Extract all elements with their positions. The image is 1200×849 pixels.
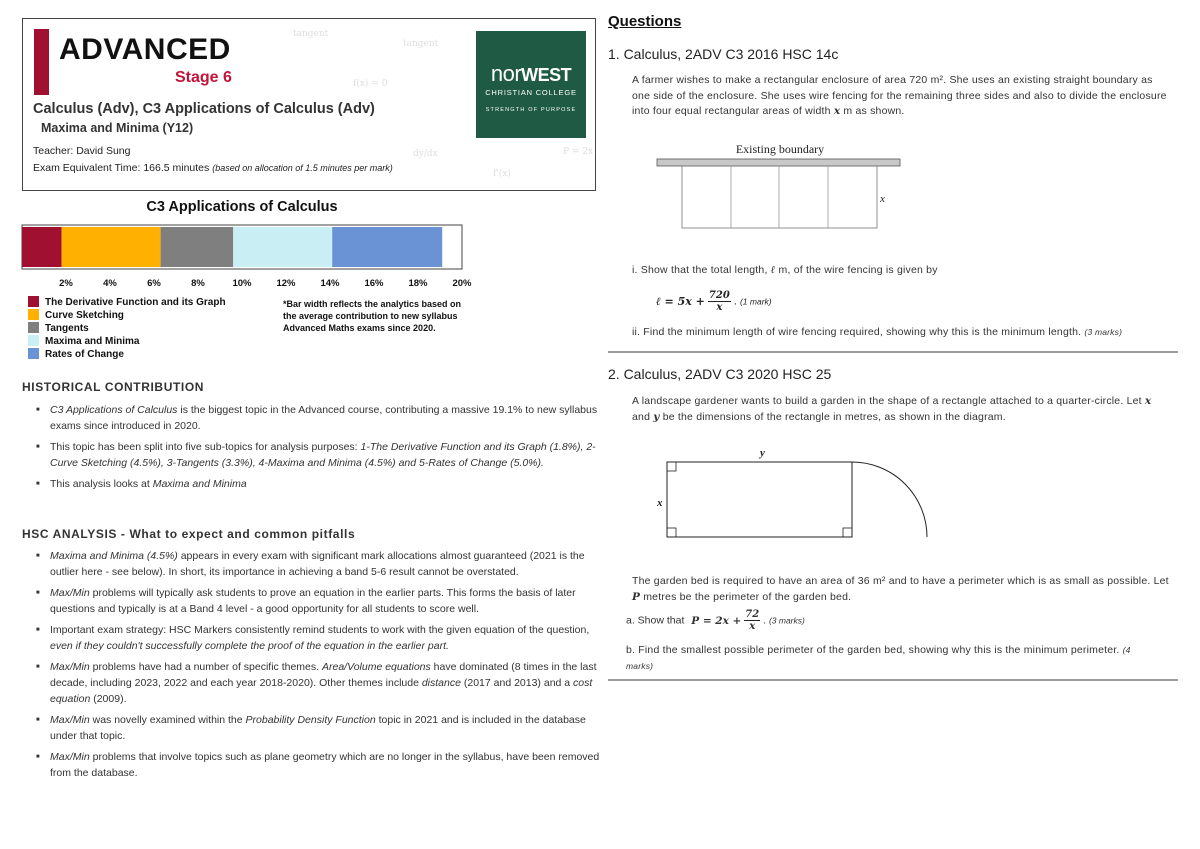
text: This analysis looks at	[50, 478, 153, 490]
boundary-label: Existing boundary	[735, 142, 825, 156]
legend-swatch	[28, 348, 39, 359]
math-var: x	[833, 105, 841, 117]
bar-segment-1	[22, 227, 62, 267]
emphasis: Maxima and Minima	[152, 478, 247, 490]
tick-label: 4%	[103, 278, 117, 289]
legend-item	[28, 348, 124, 361]
question-1-title: 1. Calculus, 2ADV C3 2016 HSC 14c	[608, 46, 839, 62]
text: problems that involve topics such as plane geometry which are no longer in the syllabus, have been removed from the database.	[50, 751, 600, 779]
list-item	[50, 548, 600, 580]
emphasis: Maxima and Minima (4.5%)	[50, 550, 178, 562]
formula-lhs: ℓ = 5x +	[656, 295, 705, 308]
header-box	[22, 18, 596, 191]
enclosure	[682, 166, 877, 228]
formula-lhs: P = 2x +	[691, 614, 742, 627]
emphasis: Max/Min	[50, 751, 90, 763]
bar-segment-2	[62, 227, 161, 267]
fence-diagram	[655, 140, 905, 232]
header-title: ADVANCED	[59, 33, 231, 66]
course-title: Calculus (Adv), C3 Applications of Calculus (Adv)	[33, 101, 375, 117]
question-1-part-ii	[632, 325, 1172, 341]
tick-label: 10%	[232, 278, 252, 289]
bar-segment-3	[161, 227, 234, 267]
garden-rectangle	[667, 462, 852, 537]
list-item	[50, 402, 600, 434]
emphasis: Max/Min	[50, 714, 90, 726]
numerator: 72	[745, 609, 760, 620]
divider-rule	[608, 679, 1178, 681]
exam-time-note: (based on allocation of 1.5 minutes per mark)	[212, 163, 393, 173]
question-2-text	[632, 394, 1172, 425]
text: is the biggest topic in the Advanced course, contributing a massive 19.1% to new syllabus exams since introduced in 2020.	[50, 404, 598, 432]
tick-label: 14%	[320, 278, 340, 289]
right-angle	[667, 528, 676, 537]
emphasis: Max/Min	[50, 587, 90, 599]
emphasis: Area/Volume equations	[321, 661, 431, 673]
bg-formula: tangent	[293, 29, 329, 39]
legend-swatch	[28, 322, 39, 333]
denominator: x	[716, 302, 723, 313]
text: metres be the perimeter of the garden bed.	[643, 590, 852, 603]
text: appears in every exam with significant mark allocations almost guaranteed (2021 is the outlier here - see below). In short, its importance in achieving a band 5-6 result cannot be overstated.	[50, 550, 585, 578]
text: The garden bed is required to have an area of 36 m² and to have a perimeter which is as small as possible. Let	[632, 575, 1169, 587]
contribution-chart	[20, 224, 472, 292]
bg-formula: tangent	[403, 39, 439, 49]
math-var: y	[653, 410, 660, 423]
tick-label: 20%	[452, 278, 472, 289]
emphasis: cost equation	[50, 677, 593, 705]
marks: (1 mark)	[739, 296, 772, 307]
hsc-heading: HSC ANALYSIS - What to expect and common pitfalls	[22, 527, 356, 541]
tick-label: 8%	[191, 278, 205, 289]
tick-label: 16%	[364, 278, 384, 289]
exam-time-line	[33, 162, 393, 174]
legend-item	[28, 335, 139, 348]
logo-college: CHRISTIAN COLLEGE	[485, 88, 577, 97]
text: b. Find the smallest possible perimeter of the garden bed, showing why this is the minimum perimeter.	[626, 644, 1120, 656]
fraction	[744, 609, 760, 632]
question-2-part-a	[626, 609, 805, 632]
tick-label: 6%	[147, 278, 161, 289]
text: have dominated (8 times in the last decade, including 2023, 2022 and each year 2018-2020). Other themes include	[50, 661, 597, 689]
legend-swatch	[28, 335, 39, 346]
math-var: x	[1144, 395, 1152, 407]
exam-time-label: Exam Equivalent Time:	[33, 162, 141, 174]
college-logo	[476, 31, 586, 138]
text: and	[632, 410, 651, 423]
bg-formula: P = 2x	[563, 147, 594, 157]
y-label: y	[760, 447, 765, 459]
historical-list	[22, 402, 600, 497]
subtopic-title: Maxima and Minima (Y12)	[41, 121, 194, 135]
teacher-label: Teacher:	[33, 145, 74, 157]
tick-label: 12%	[276, 278, 296, 289]
bg-formula: dy/dx	[413, 149, 438, 159]
garden-diagram	[655, 444, 920, 544]
legend-item	[28, 322, 89, 335]
emphasis: Max/Min	[50, 661, 90, 673]
tick-label: 18%	[408, 278, 428, 289]
right-angle	[667, 462, 676, 471]
legend-swatch	[28, 296, 39, 307]
emphasis: Probability Density Function	[245, 714, 376, 726]
chart-title: C3 Applications of Calculus	[146, 199, 338, 215]
text: topic in 2021 and is included in the database under that topic.	[50, 714, 586, 742]
divider-rule	[608, 351, 1178, 353]
text: ii. Find the minimum length of wire fencing required, showing why this is the minimum length.	[632, 326, 1082, 338]
text: (2009).	[90, 693, 127, 705]
list-item	[50, 476, 600, 492]
right-angle	[843, 528, 852, 537]
list-item	[50, 749, 600, 781]
text: i. Show that the total length,	[632, 264, 768, 276]
legend-label: Maxima and Minima	[45, 336, 140, 347]
text: .	[733, 295, 737, 308]
marks: (3 marks)	[1084, 327, 1123, 337]
legend-item	[28, 309, 124, 322]
list-item	[50, 439, 600, 471]
text: problems have had a number of specific themes.	[89, 661, 322, 673]
hsc-list	[22, 548, 600, 786]
question-2-part-b	[626, 643, 1156, 674]
emphasis: 1-The Derivative Function and its Graph (1.8%), 2-Curve Sketching (4.5%), 3-Tangents (3.3%), 4-Maxima and Minima (4.5%) and 5-Rates of Change (5.0%).	[50, 441, 596, 469]
legend-label: The Derivative Function and its Graph	[45, 297, 226, 308]
header-accent-bar	[34, 29, 49, 95]
width-label: x	[880, 193, 885, 205]
text: problems will typically ask students to prove an equation in the earlier parts. This forms the basis of later questions and typically is at a Band 4 level - a good opportunity for all students to score well.	[50, 587, 576, 615]
text: be the dimensions of the rectangle in metres, as shown in the diagram.	[662, 410, 1006, 423]
list-item	[50, 585, 600, 617]
historical-heading: HISTORICAL CONTRIBUTION	[22, 380, 205, 394]
math-var: ℓ	[770, 264, 776, 276]
x-label: x	[657, 497, 663, 509]
numerator: 720	[708, 290, 730, 301]
list-item	[50, 712, 600, 744]
questions-heading: Questions	[608, 13, 682, 30]
marks: (4 marks)	[626, 645, 1131, 671]
fraction	[708, 290, 731, 313]
legend-label: Tangents	[45, 323, 89, 334]
legend-swatch	[28, 309, 39, 320]
legend-item	[28, 296, 226, 309]
teacher-name: David Sung	[76, 145, 131, 157]
emphasis: even if they couldn't successfully complete the proof of the equation in the earlier part.	[50, 640, 449, 652]
header-stage: Stage 6	[175, 69, 232, 86]
logo-west: WEST	[521, 65, 572, 85]
text: m, of the wire fencing is given by	[778, 264, 938, 276]
bar-segment-4	[233, 227, 332, 267]
denominator: x	[749, 621, 756, 632]
list-item	[50, 622, 600, 654]
text: A landscape gardener wants to build a garden in the shape of a rectangle attached to a quarter-circle. Let	[632, 395, 1142, 407]
bg-formula: f(x) = 0	[353, 79, 388, 89]
text: m as shown.	[843, 105, 905, 117]
logo-motto: STRENGTH OF PURPOSE	[485, 107, 577, 113]
tick-label: 2%	[59, 278, 73, 289]
boundary-bar	[657, 159, 900, 166]
question-1-part-i	[632, 263, 1172, 279]
question-1-formula	[656, 290, 772, 313]
bg-formula: f'(x)	[493, 169, 511, 179]
marks: (3 marks)	[768, 615, 805, 626]
emphasis: C3 Applications of Calculus	[50, 404, 178, 416]
text: This topic has been split into five sub-topics for analysis purposes:	[50, 441, 361, 453]
chart-note: *Bar width reflects the analytics based on the average contribution to new syllabus Advanced Maths exams since 2020.	[283, 299, 462, 333]
text: was novelly examined within the	[89, 714, 246, 726]
bar-segment-5	[332, 227, 442, 267]
text: .	[763, 614, 767, 627]
list-item	[50, 659, 600, 707]
text: a. Show that	[626, 614, 685, 627]
logo-nor: nor	[490, 61, 522, 86]
teacher-line	[33, 145, 131, 157]
exam-time-value: 166.5 minutes	[143, 162, 210, 174]
legend-label: Curve Sketching	[45, 310, 124, 321]
question-2-title: 2. Calculus, 2ADV C3 2020 HSC 25	[608, 366, 832, 382]
text: A farmer wishes to make a rectangular enclosure of area 720 m². She uses an existing straight boundary as one side of the enclosure. She uses wire fencing for the remaining three sides and also to divide the enclosure into four equal rectangular areas of width	[632, 74, 1167, 117]
emphasis: distance	[421, 677, 461, 689]
question-1-text	[632, 73, 1172, 120]
legend-label: Rates of Change	[45, 349, 124, 360]
quarter-circle	[852, 462, 927, 537]
text: (2017 and 2013) and a	[460, 677, 574, 689]
text: Important exam strategy: HSC Markers consistently remind students to work with the given equation of the question,	[50, 624, 590, 636]
math-var: P	[632, 590, 641, 603]
question-2-text-2	[632, 574, 1172, 605]
